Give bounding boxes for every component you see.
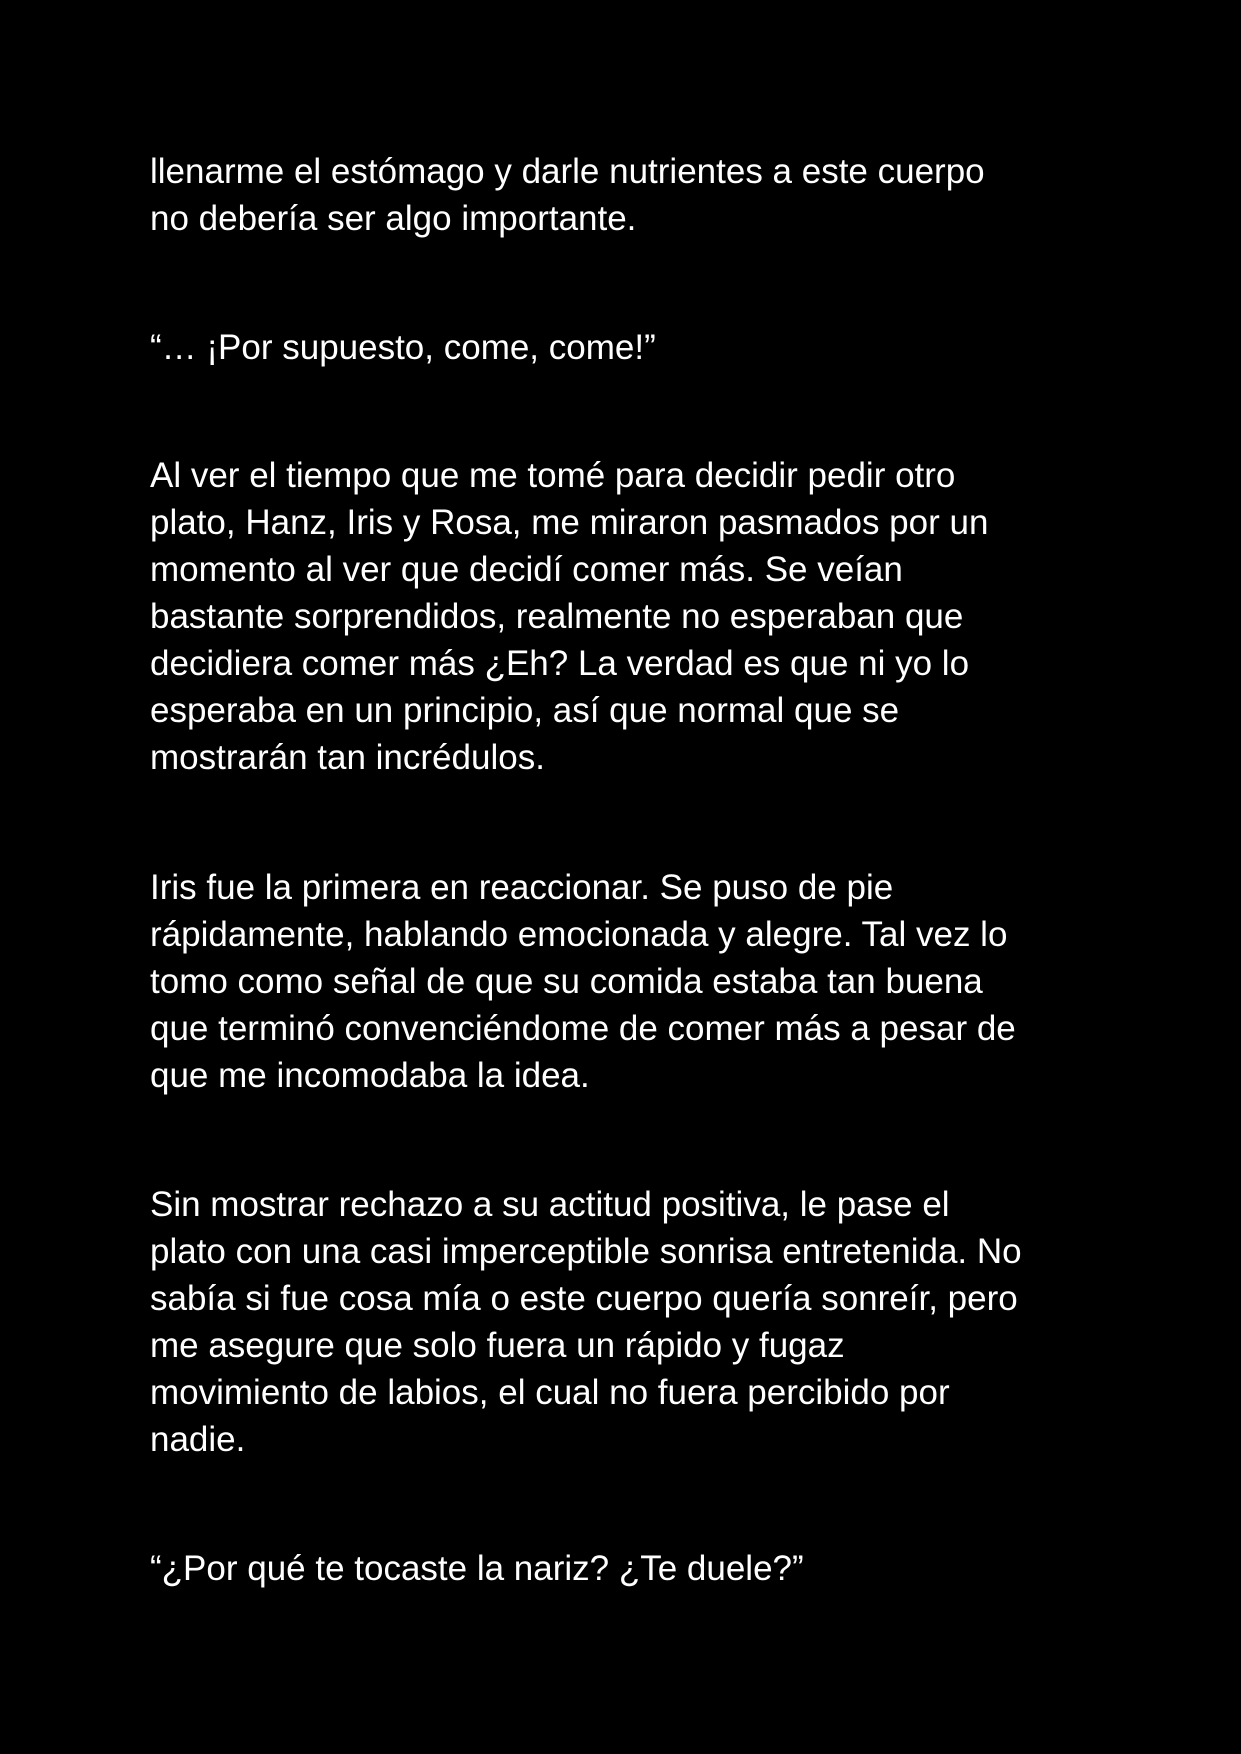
dialogue-line: “… ¡Por supuesto, come, come!” [150, 328, 656, 367]
paragraph: llenarme el estómago y darle nutrientes a este cuerpo no debería ser algo importante. [150, 152, 985, 238]
paragraph: Al ver el tiempo que me tomé para decidir pedir otro plato, Hanz, Iris y Rosa, me miraron pasmados por un momento al ver que decidí comer más. Se veían bastante sorprendidos, realmente no esperaban que decidiera comer más ¿Eh? La verdad es que ni yo lo esperaba en un principio, así que normal que se mostrarán tan incrédulos. [150, 456, 989, 777]
dialogue-line: “¿Por qué te tocaste la nariz? ¿Te duele?” [150, 1549, 804, 1588]
paragraph: Sin mostrar rechazo a su actitud positiva, le pase el plato con una casi imperceptible sonrisa entretenida. No sabía si fue cosa mía o este cuerpo quería sonreír, pero me asegure que solo fuera un rápido y fugaz movimiento de labios, el cual no fuera percibido por nadie. [150, 1185, 1022, 1459]
paragraph: Iris fue la primera en reaccionar. Se puso de pie rápidamente, hablando emocionada y alegre. Tal vez lo tomo como señal de que su comida estaba tan buena que terminó convenciéndome de comer más a pesar de que me incomodaba la idea. [150, 868, 1016, 1095]
